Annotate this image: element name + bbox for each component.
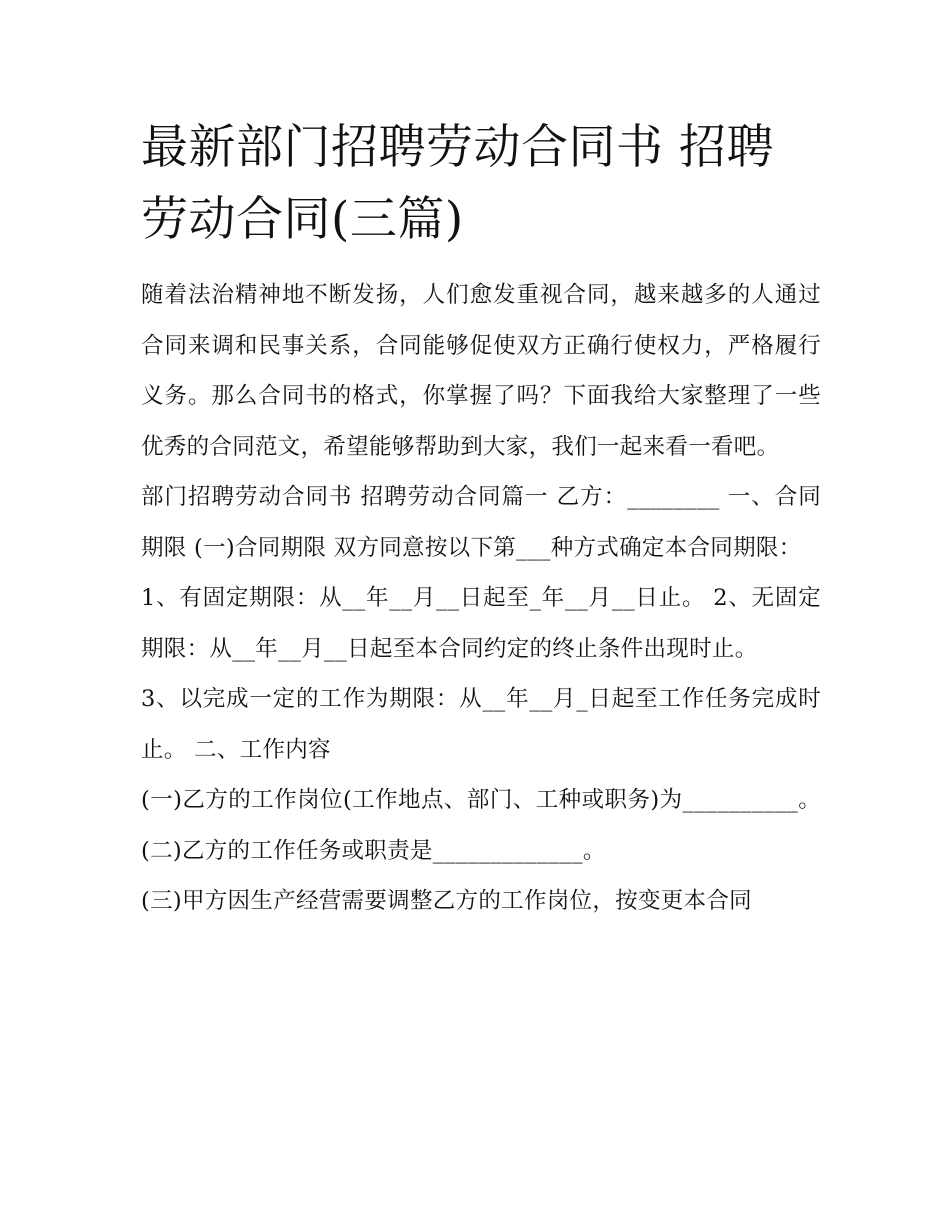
term-options-paragraph: 1、有固定期限：从__年__月__日起至_年__月__日止。 2、无固定期限：从__年__月__日起至本合同约定的终止条件出现时止。 xyxy=(141,585,821,662)
position-change-paragraph: (三)甲方因生产经营需要调整乙方的工作岗位，按变更本合同 xyxy=(141,888,752,914)
document-body xyxy=(141,270,821,927)
document-page xyxy=(141,112,821,927)
document-title: 最新部门招聘劳动合同书 招聘劳动合同(三篇) xyxy=(141,120,774,247)
task-term-paragraph: 3、以完成一定的工作为期限：从__年__月_日起至工作任务完成时止。 二、工作内容 xyxy=(141,686,821,763)
contract-heading-paragraph: 部门招聘劳动合同书 招聘劳动合同篇一 乙方：________ 一、合同期限 (一)合同期限 双方同意按以下第___种方式确定本合同期限： xyxy=(141,484,821,561)
intro-paragraph: 随着法治精神地不断发扬，人们愈发重视合同，越来越多的人通过合同来调和民事关系，合同能够促使双方正确行使权力，严格履行义务。那么合同书的格式，你掌握了吗？下面我给大家整理了一些优秀的合同范文，希望能够帮助到大家，我们一起来看一看吧。 xyxy=(141,282,821,460)
job-position-paragraph: (一)乙方的工作岗位(工作地点、部门、工种或职务)为__________。 (二)乙方的工作任务或职责是_____________。 xyxy=(141,787,821,864)
